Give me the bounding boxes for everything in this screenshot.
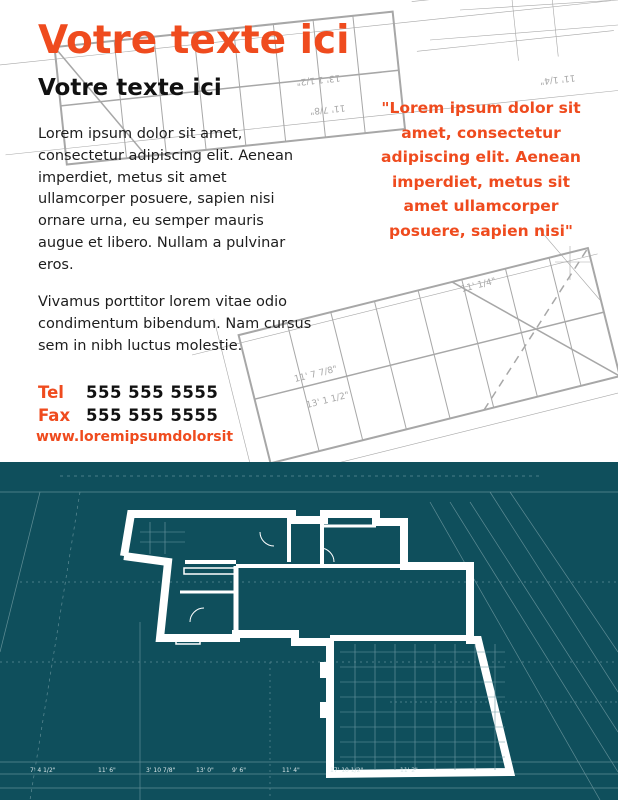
website-link[interactable]: www.loremipsumdolorsit	[36, 429, 234, 445]
body-paragraph-2: Vivamus porttitor lorem vitae odio condimentum bibendum. Nam cursus sem in nibh luctus molestie.	[38, 294, 312, 354]
blueprint-dimension-label: 13' 0"	[196, 767, 214, 774]
sketch-dimension-label: 13' 1 1/2"	[305, 390, 351, 411]
blueprint-dimension-label: 9' 6"	[232, 767, 246, 774]
subheadline: Votre texte ici	[38, 75, 222, 101]
blueprint-dimension-label: 11' 2"	[400, 767, 418, 774]
blueprint-dimension-label: 11' 4"	[282, 767, 300, 774]
sketch-dimension-label: 11' 7/8"	[309, 102, 346, 116]
tel-number[interactable]: 555 555 5555	[86, 383, 219, 402]
sketch-dimension-label: 11' 1/4"	[539, 72, 576, 86]
body-paragraph-1: Lorem ipsum dolor sit amet, consectetur adipiscing elit. Aenean imperdiet, metus sit amet ullamcorper posuere, sapien nisi ornare urna, eu semper mauris augue et libero. Nullam a pulvinar eros.	[38, 126, 294, 273]
blueprint-dimension-label: 17' 10 1/2"	[330, 767, 364, 774]
pull-quote: "Lorem ipsum dolor sit amet, consectetur adipiscing elit. Aenean imperdiet, metus sit amet ullamcorper posuere, sapien nisi"	[381, 99, 581, 240]
blueprint-dimension-label: 11' 6"	[98, 767, 116, 774]
headline: Votre texte ici	[38, 18, 350, 63]
tel-row	[38, 383, 218, 406]
blueprint-dimension-label: 7' 4 1/2"	[30, 767, 56, 774]
tel-label: Tel	[38, 383, 64, 402]
fax-row	[38, 406, 218, 429]
blueprint-floor-plan	[0, 462, 618, 800]
sketch-dimension-label: 13' 1 1/2"	[295, 72, 341, 87]
contact-block	[38, 383, 218, 429]
fax-number: 555 555 5555	[86, 406, 219, 425]
sketch-dimension-label: 11' 7 7/8"	[293, 364, 339, 385]
blueprint-dimension-label: 3' 10 7/8"	[146, 767, 176, 774]
fax-label: Fax	[38, 406, 71, 425]
sketch-dimension-label: 11' 1/4"	[460, 276, 498, 295]
